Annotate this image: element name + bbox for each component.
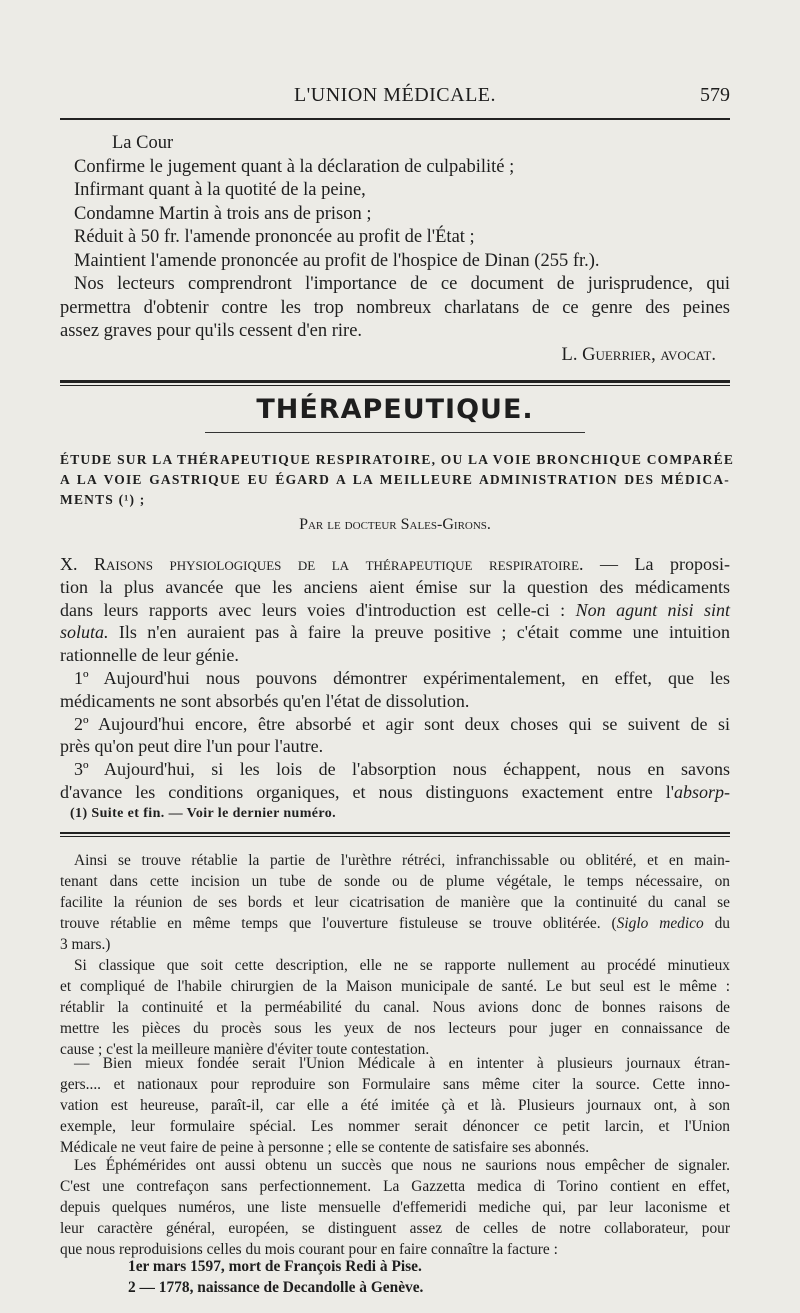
article-heading-line: A LA VOIE GASTRIQUE EU ÉGARD A LA MEILLEURE ADMINISTRATION DES MÉDICA-: [60, 472, 730, 487]
news-line: tenant dans cette incision un tube de sonde ou de plume végétale, le temps nécessaire, on: [60, 873, 730, 890]
section-rule-thin: [60, 385, 730, 386]
article-italic: absorp-: [673, 781, 730, 802]
news-text: du: [703, 915, 730, 932]
point-2-line: près qu'on peut dire l'un pour l'autre.: [60, 736, 324, 757]
article-body: [60, 553, 730, 804]
article-text: d'avance les conditions organiques, et nous distinguons exactement entre l': [60, 781, 674, 802]
news-line: Les Éphémérides ont aussi obtenu un succès que nous ne saurions nous empêcher de signaler.: [74, 1157, 730, 1174]
news-line: et compliqué de l'habile chirurgien de la Maison municipale de santé. Le but seul est le même :: [60, 978, 730, 995]
point-3-line: 3º Aujourd'hui, si les lois de l'absorption nous échappent, nous en savons: [74, 759, 730, 780]
news-line: C'est une contrefaçon sans perfectionnement. La Gazzetta medica di Torino contient en effet,: [60, 1178, 730, 1195]
article-end-rule: [60, 832, 730, 834]
header-rule: [60, 118, 730, 120]
article-line: rationnelle de leur génie.: [60, 645, 239, 666]
running-title: L'UNION MÉDICALE.: [293, 84, 497, 106]
comment-line: permettra d'obtenir contre les trop nombreux charlatans de ce genre des peines: [60, 297, 730, 318]
comment-line: Nos lecteurs comprendront l'importance de ce document de jurisprudence, qui: [74, 274, 730, 294]
judgment-line: Condamne Martin à trois ans de prison ;: [74, 203, 372, 224]
news-line: [60, 913, 730, 934]
byline: Par le docteur Sales-Girons.: [299, 516, 491, 533]
news-line: gers.... et nationaux pour reproduire son Formulaire sans même citer la source. Cette inno-: [60, 1076, 730, 1093]
news-line: cause ; c'est la meilleure manière d'éviter toute contestation.: [60, 1041, 430, 1058]
point-2-line: 2º Aujourd'hui encore, être absorbé et agir sont deux choses qui se suivent de si: [74, 713, 730, 734]
news-paragraph-2: [60, 955, 730, 1060]
news-line: que nous reproduisions celles du mois courant pour en faire connaître la facture :: [60, 1241, 558, 1258]
ephemerides-list: [60, 1256, 730, 1298]
judgment-line: La Cour: [112, 133, 174, 153]
ephemeris-item: 1er mars 1597, mort de François Redi à Pise.: [128, 1258, 422, 1275]
article-text: Ils n'en auraient pas à faire la preuve positive ; c'était comme une intuition: [118, 622, 731, 643]
news-line: facilite la réunion de ses bords et leur cicatrisation de manière que la continuité du canal se: [60, 894, 730, 911]
judgment-line: Maintient l'amende prononcée au profit de l'hospice de Dinan (255 fr.).: [74, 250, 600, 271]
signature: L. Guerrier, avocat.: [561, 344, 716, 365]
judgment-line: Confirme le jugement quant à la déclaration de culpabilité ;: [74, 156, 515, 177]
article-text: — La proposi-: [600, 554, 731, 574]
section-underline: [205, 432, 585, 433]
news-line: mettre les pièces du procès sous les yeux de nos lecteurs pour juger en connaissance de: [60, 1020, 730, 1037]
news-line: Médicale ne veut faire de peine à personne ; elle se contente de satisfaire ses abonnés.: [60, 1139, 590, 1156]
footnote: (1) Suite et fin. — Voir le dernier numéro.: [70, 806, 337, 821]
news-paragraph-1: [60, 850, 730, 955]
news-line: depuis quelques numéros, une liste mensuelle d'effemeridi mediche qui, par leur laconisme et: [60, 1199, 730, 1216]
page-header: [60, 84, 730, 110]
news-line: vation est heureuse, paraît-il, car elle a été imitée çà et là. Plusieurs journaux ont, à son: [60, 1097, 730, 1114]
article-line: [60, 621, 730, 644]
comment-line: assez graves pour qu'ils cessent d'en rire.: [60, 321, 363, 341]
news-line: Si classique que soit cette description, elle ne se rapporte nullement au procédé minutieux: [74, 957, 730, 974]
article-heading-line: MENTS (¹) ;: [60, 492, 146, 507]
ephemeris-item: 2 — 1778, naissance de Decandolle à Genève.: [128, 1279, 424, 1296]
article-line: [60, 599, 730, 622]
news-text: trouve rétablie en même temps que l'ouverture fistuleuse se trouve oblitérée. (: [60, 915, 617, 932]
section-rule-top: [60, 380, 730, 383]
news-line: rétablir la continuité et la perméabilité du canal. Nous avions donc de bonnes raisons de: [60, 999, 730, 1016]
article-line: [60, 553, 730, 576]
news-line: exemple, leur formulaire spécial. Les nommer serait dénoncer ce petit larcin, et l'Union: [60, 1118, 730, 1135]
news-line: leur caractère général, européen, se distinguent assez de celles de notre collaborateur, pour: [60, 1220, 730, 1237]
point-3-line: [60, 781, 730, 804]
judgment-line: Réduit à 50 fr. l'amende prononcée au profit de l'État ;: [74, 227, 475, 247]
article-end-rule-thin: [60, 836, 730, 837]
news-source: Siglo medico: [616, 915, 704, 932]
article-heading-line: ÉTUDE SUR LA THÉRAPEUTIQUE RESPIRATOIRE, OU LA VOIE BRONCHIQUE COMPARÉE: [60, 452, 735, 467]
point-1-line: 1º Aujourd'hui nous pouvons démontrer expérimentalement, en effet, que les: [74, 667, 730, 688]
point-1-line: médicaments ne sont absorbés qu'en l'état de dissolution.: [60, 690, 470, 711]
news-line: — Bien mieux fondée serait l'Union Médicale à en intenter à plusieurs journaux étran-: [74, 1055, 730, 1072]
latin-quote: Non agunt nisi sint: [575, 599, 730, 620]
judgment-block: [60, 132, 730, 367]
page-number: 579: [700, 84, 730, 106]
section-title: THÉRAPEUTIQUE.: [256, 394, 534, 425]
article-text: dans leurs rapports avec leurs voies d'introduction est celle-ci :: [60, 599, 566, 620]
news-paragraph-4: [60, 1155, 730, 1260]
latin-quote-end: soluta.: [60, 622, 109, 643]
news-line: 3 mars.): [60, 936, 111, 953]
judgment-line: Infirmant quant à la quotité de la peine,: [74, 180, 366, 200]
news-paragraph-3: [60, 1053, 730, 1158]
article-heading: [60, 450, 735, 510]
news-line: Ainsi se trouve rétablie la partie de l'urèthre rétréci, infranchissable ou oblitéré, et en main-: [74, 852, 730, 869]
article-line: tion la plus avancée que les anciens aient émise sur la question des médicaments: [60, 576, 730, 597]
subsection-title: X. Raisons physiologiques de la thérapeutique respiratoire.: [60, 554, 584, 574]
